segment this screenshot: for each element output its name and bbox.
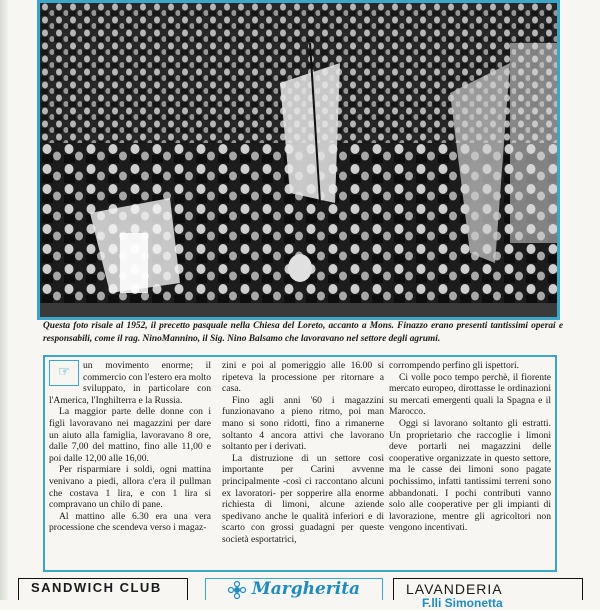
pointing-hand-icon: ☞ (49, 360, 79, 386)
article-column-2 (222, 360, 384, 546)
article-box (43, 355, 557, 572)
article-column-1 (49, 360, 211, 534)
article-paragraph: Ci volle poco tempo perchè, il fiorente mercato europeo, dirottasse le ordinazioni su mercati emergenti quali la Spagna e il Marocco. (389, 371, 551, 418)
photo-crowd-illustration (40, 3, 557, 317)
sandwich-club-title: SANDWICH CLUB (31, 580, 162, 595)
page-edge (0, 0, 8, 600)
article-paragraph: La maggior parte delle donne con i figli lavoravano nei magazzini per dare un aiuto alla famiglia, lavoravano 8 ore, dalle 7,00 del mattino, fino alle 11,00 e poi dalle 12,00 alle 16,00. (49, 406, 211, 464)
ad-margherita (205, 578, 383, 600)
historical-photo (37, 0, 560, 320)
article-paragraph: La distruzione di un settore così importante per Carini avvenne principalmente -così ci raccontano alcuni ex lavoratori- per sopperire alla enorme richiesta di limoni, alcune aziende spedivano anche le qualità inferiori e di scarto con grossi guadagni per queste società esportatrici, (222, 452, 384, 545)
article-paragraph: Oggi si lavorano soltanto gli estratti. Un proprietario che raccoglie i limoni deve portarli nei magazzini delle cooperative organizzate in questo settore, ma le casse dei limoni sono pagate pochissimo, infatti tantissimi terreni sono abbandonati. I pochi contributi vanno solo alle cooperative per gli impianti di lavorazione, mentre gli agricoltori non vengono incentivati. (389, 417, 551, 534)
photo-caption: Questa foto risale al 1952, il precetto pasquale nella Chiesa del Loreto, accanto a Mons. Finazzo erano presenti tantissimi operai e responsabili, come il rag. NinoMannino, il Sig. Nino Balsamo che lavoravano nel settore degli agrumi. (43, 321, 563, 344)
article-paragraph: Fino agli anni '60 i magazzini funzionavano a pieno ritmo, poi man mano si sono ridotti, fino a rimanerne soltanto 4 ancora attivi che lavorano soltanto per i derivati. (222, 394, 384, 453)
flower-icon (228, 581, 246, 599)
article-paragraph: Al mattino alle 6.30 era una vera processione che scendeva verso i magaz- (49, 510, 211, 534)
lavanderia-title: LAVANDERIA (406, 581, 503, 597)
ad-sandwich-club (18, 578, 188, 600)
article-column-3 (389, 360, 551, 534)
margherita-title: Margherita (251, 579, 361, 599)
article-paragraph: corrompendo perfino gli ispettori. (389, 360, 520, 371)
ad-lavanderia (393, 578, 583, 610)
lavanderia-subtitle: F.lli Simonetta (422, 596, 503, 610)
article-paragraph: un movimento enorme; il commercio con l'estero era molto sviluppato, in particolare con l'America, l'Inghilterra e la Russia. (49, 360, 211, 406)
article-paragraph: Per risparmiare i soldi, ogni mattina venivano a piedi, allora c'era il pullman che costava 1 lira, e con 1 lira si compravano un chilo di pane. (49, 464, 211, 511)
article-paragraph: zini e poi al pomeriggio alle 16.00 si ripeteva la processione per ritornare a casa. (222, 360, 384, 395)
